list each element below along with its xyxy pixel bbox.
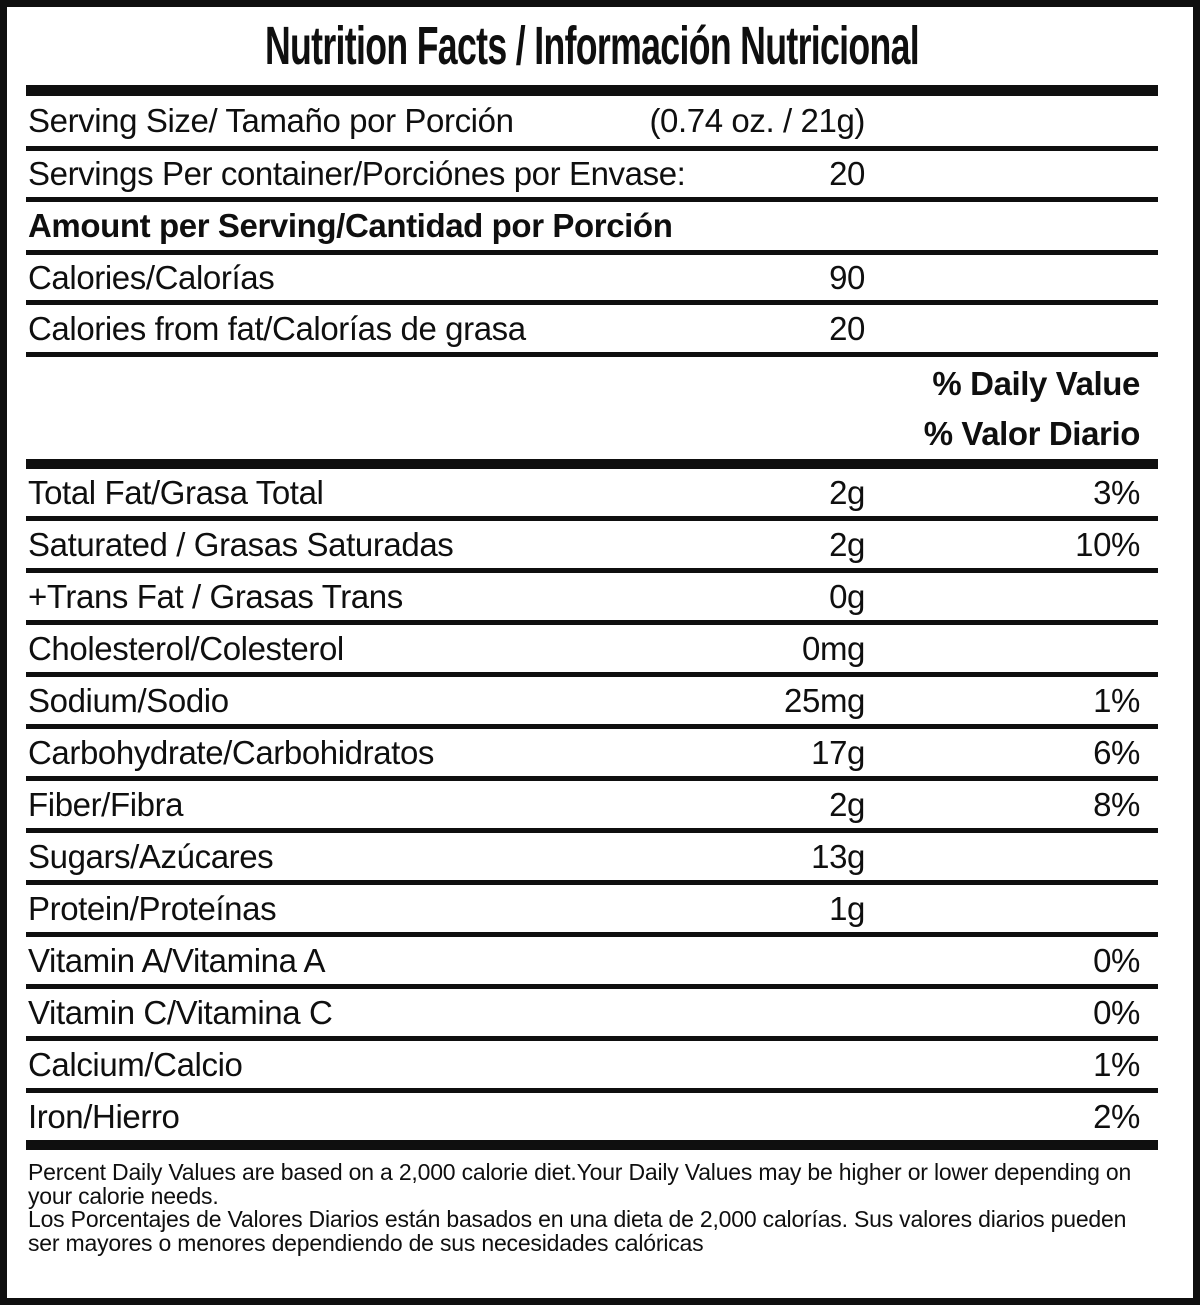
daily-value-header bbox=[26, 357, 1158, 469]
calories-from-fat-row bbox=[26, 305, 1158, 357]
nutrient-label: Sodium/Sodio bbox=[28, 681, 229, 719]
nutrient-row-sugars bbox=[26, 833, 1158, 885]
nutrient-daily-value: 10% bbox=[1075, 525, 1140, 563]
nutrient-amount: 2g bbox=[829, 785, 865, 823]
nutrient-row-fiber bbox=[26, 781, 1158, 833]
nutrient-daily-value: 6% bbox=[1093, 733, 1140, 771]
serving-size-label: Serving Size/ Tamaño por Porción bbox=[28, 102, 514, 139]
nutrient-label: Iron/Hierro bbox=[28, 1097, 180, 1135]
daily-value-header-en: % Daily Value bbox=[932, 365, 1140, 402]
amount-per-serving-label: Amount per Serving/Cantidad por Porción bbox=[28, 207, 673, 244]
nutrient-label: Cholesterol/Colesterol bbox=[28, 629, 344, 667]
nutrient-label: Vitamin A/Vitamina A bbox=[28, 941, 326, 979]
nutrient-amount: 2g bbox=[829, 525, 865, 563]
nutrient-label: Calcium/Calcio bbox=[28, 1045, 243, 1083]
serving-size-value: (0.74 oz. / 21g) bbox=[649, 102, 865, 139]
calories-from-fat-value: 20 bbox=[829, 309, 865, 347]
nutrient-amount: 25mg bbox=[784, 681, 865, 719]
label-title: Nutrition Facts / Información Nutricional bbox=[264, 16, 920, 76]
nutrient-daily-value: 1% bbox=[1093, 681, 1140, 719]
nutrient-amount: 0g bbox=[829, 577, 865, 615]
calories-from-fat-label: Calories from fat/Calorías de grasa bbox=[28, 309, 526, 347]
nutrient-label: Protein/Proteínas bbox=[28, 889, 277, 927]
nutrient-daily-value: 1% bbox=[1093, 1045, 1140, 1083]
nutrient-amount: 0mg bbox=[802, 629, 865, 667]
nutrient-daily-value: 0% bbox=[1093, 941, 1140, 979]
nutrient-row-iron bbox=[26, 1093, 1158, 1150]
nutrient-row-saturated-fat bbox=[26, 521, 1158, 573]
footnote bbox=[26, 1150, 1158, 1255]
servings-per-container-label: Servings Per container/Porciónes por Envase: bbox=[28, 155, 686, 192]
nutrient-amount: 2g bbox=[829, 473, 865, 511]
daily-value-header-es: % Valor Diario bbox=[923, 415, 1140, 452]
footnote-spanish: Los Porcentajes de Valores Diarios están basados en una dieta de 2,000 calorías. Sus valores diarios pueden ser mayores o menores dependiendo de sus necesidades calóricas bbox=[28, 1206, 1127, 1256]
nutrient-label: +Trans Fat / Grasas Trans bbox=[28, 577, 403, 615]
serving-size-row bbox=[26, 96, 1158, 151]
nutrient-row-trans-fat bbox=[26, 573, 1158, 625]
nutrient-daily-value: 0% bbox=[1093, 993, 1140, 1031]
nutrient-row-sodium bbox=[26, 677, 1158, 729]
nutrient-row-vitamin-a bbox=[26, 937, 1158, 989]
title-divider-bar bbox=[26, 85, 1158, 96]
servings-per-container-row bbox=[26, 151, 1158, 202]
nutrient-daily-value: 2% bbox=[1093, 1097, 1140, 1135]
nutrient-row-cholesterol bbox=[26, 625, 1158, 677]
nutrient-label: Fiber/Fibra bbox=[28, 785, 184, 823]
nutrient-label: Sugars/Azúcares bbox=[28, 837, 274, 875]
nutrient-row-carbohydrate bbox=[26, 729, 1158, 781]
footnote-english: Percent Daily Values are based on a 2,000 calorie diet.Your Daily Values may be higher or lower depending on your calorie needs. bbox=[28, 1159, 1132, 1209]
nutrient-label: Carbohydrate/Carbohidratos bbox=[28, 733, 434, 771]
nutrient-row-calcium bbox=[26, 1041, 1158, 1093]
calories-label: Calories/Calorías bbox=[28, 258, 275, 296]
nutrient-row-protein bbox=[26, 885, 1158, 937]
nutrient-label: Vitamin C/Vitamina C bbox=[28, 993, 333, 1031]
nutrient-label: Saturated / Grasas Saturadas bbox=[28, 525, 454, 563]
nutrient-row-vitamin-c bbox=[26, 989, 1158, 1041]
label-content bbox=[26, 7, 1158, 1255]
nutrient-label: Total Fat/Grasa Total bbox=[28, 473, 324, 511]
nutrient-amount: 17g bbox=[811, 733, 865, 771]
calories-value: 90 bbox=[829, 258, 865, 296]
nutrient-row-total-fat bbox=[26, 469, 1158, 521]
nutrient-daily-value: 3% bbox=[1093, 473, 1140, 511]
nutrient-daily-value: 8% bbox=[1093, 785, 1140, 823]
nutrient-amount: 1g bbox=[829, 889, 865, 927]
nutrient-amount: 13g bbox=[811, 837, 865, 875]
amount-per-serving-header bbox=[26, 202, 1158, 255]
calories-row bbox=[26, 255, 1158, 305]
servings-per-container-value: 20 bbox=[829, 155, 865, 192]
